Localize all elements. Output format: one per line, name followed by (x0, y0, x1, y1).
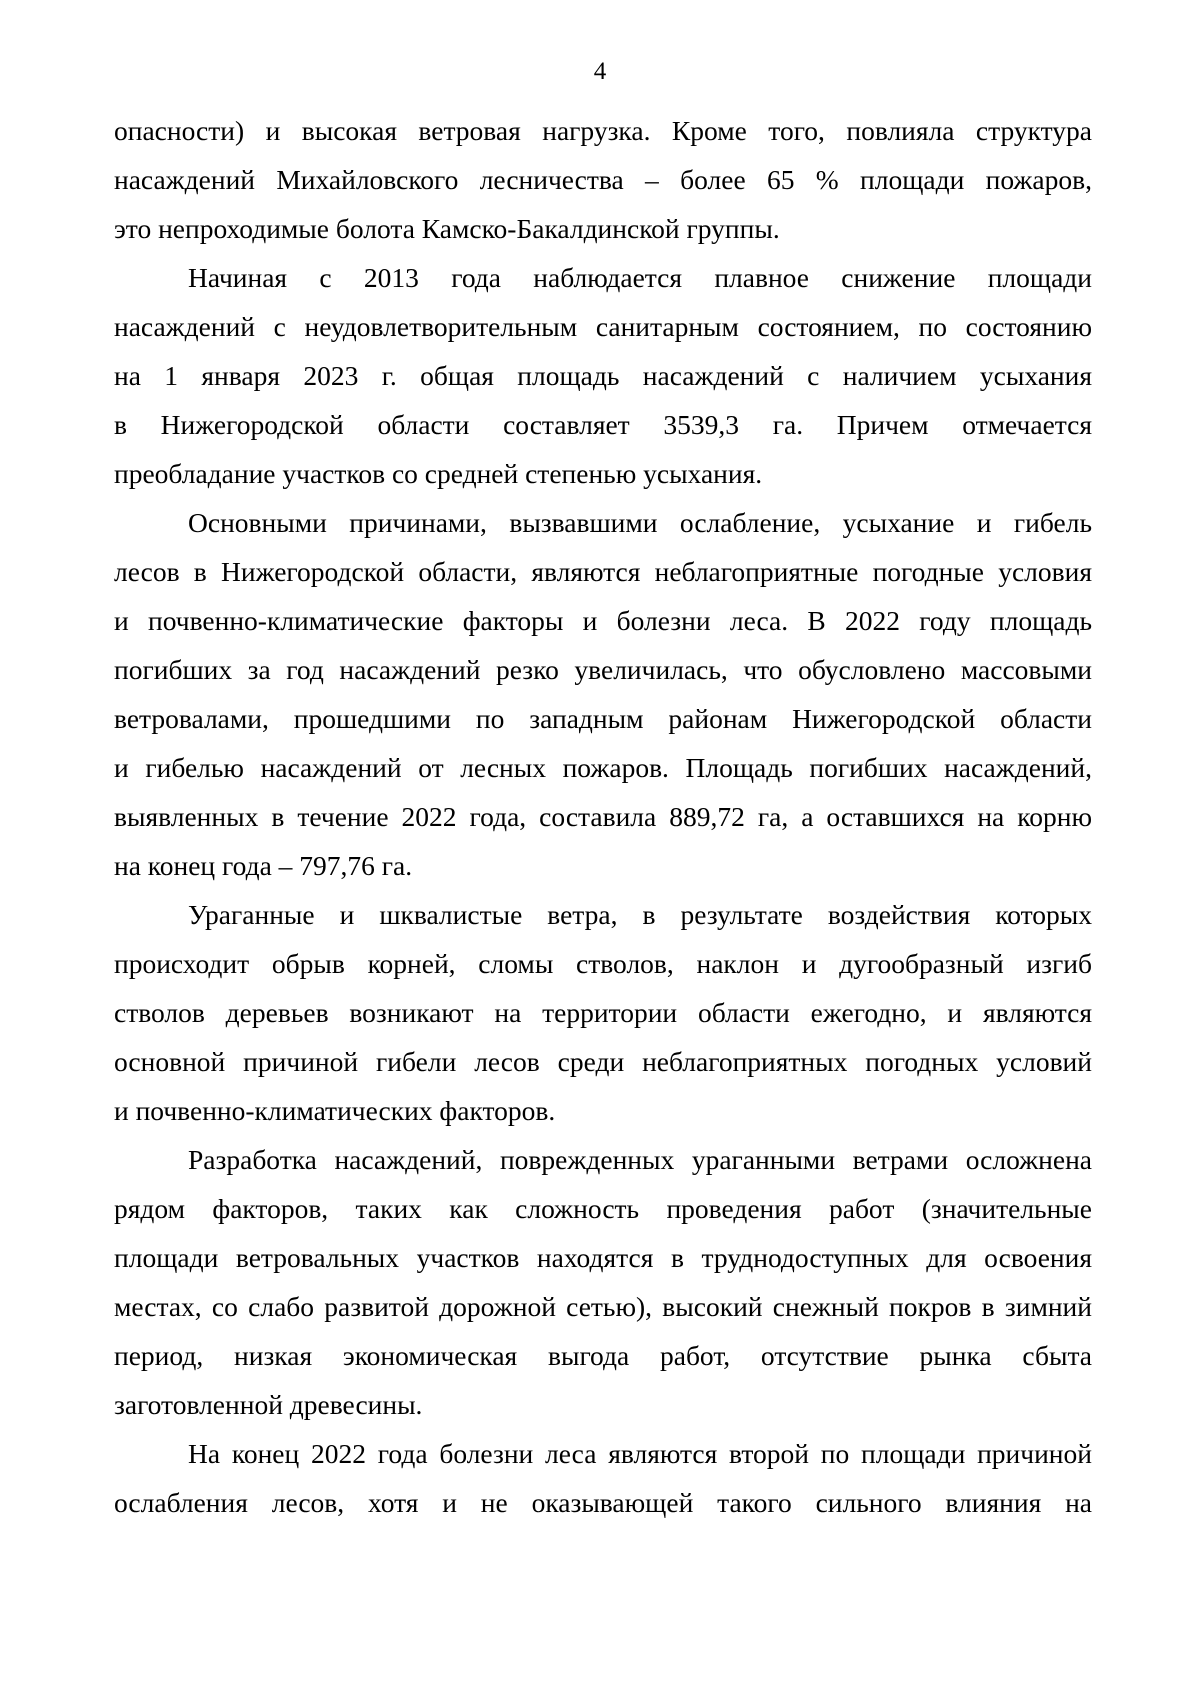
text-line: и почвенно-климатические факторы и болезни леса. В 2022 году площадь (114, 605, 1092, 636)
text-line: Ураганные и шквалистые ветра, в результате воздействия которых (188, 899, 1092, 930)
text-line: Начиная с 2013 года наблюдается плавное снижение площади (188, 262, 1092, 293)
text-line: преобладание участков со средней степенью усыхания. (114, 458, 763, 489)
paragraph (114, 1135, 1092, 1429)
paragraph (114, 1429, 1092, 1527)
paragraph (114, 253, 1092, 498)
text-line: и гибелью насаждений от лесных пожаров. Площадь погибших насаждений, (114, 752, 1092, 783)
page-number: 4 (593, 58, 607, 85)
text-line: на конец года – 797,76 га. (114, 850, 413, 881)
paragraph (114, 498, 1092, 890)
paragraph (114, 106, 1092, 253)
text-line: лесов в Нижегородской области, являются неблагоприятные погодные условия (114, 556, 1092, 587)
paragraph (114, 890, 1092, 1135)
text-line: Основными причинами, вызвавшими ослабление, усыхание и гибель (188, 507, 1092, 538)
text-line: опасности) и высокая ветровая нагрузка. Кроме того, повлияла структура (114, 115, 1092, 146)
text-line: это непроходимые болота Камско-Бакалдинской группы. (114, 213, 780, 244)
text-line: Разработка насаждений, поврежденных ураганными ветрами осложнена (188, 1144, 1092, 1175)
text-line: погибших за год насаждений резко увеличилась, что обусловлено массовыми (114, 654, 1092, 685)
text-line: насаждений с неудовлетворительным санитарным состоянием, по состоянию (114, 311, 1092, 342)
text-line: насаждений Михайловского лесничества – более 65 % площади пожаров, (114, 164, 1092, 195)
text-line: в Нижегородской области составляет 3539,3 га. Причем отмечается (114, 409, 1092, 440)
text-line: выявленных в течение 2022 года, составила 889,72 га, а оставшихся на корню (114, 801, 1092, 832)
text-line: заготовленной древесины. (114, 1389, 423, 1420)
text-line: ветровалами, прошедшими по западным районам Нижегородской области (114, 703, 1092, 734)
document-body (114, 106, 1092, 1527)
text-line: и почвенно-климатических факторов. (114, 1095, 556, 1126)
text-line: на 1 января 2023 г. общая площадь насаждений с наличием усыхания (114, 360, 1092, 391)
text-line: основной причиной гибели лесов среди неблагоприятных погодных условий (114, 1046, 1092, 1077)
text-line: площади ветровальных участков находятся в труднодоступных для освоения (114, 1242, 1092, 1273)
text-line: стволов деревьев возникают на территории области ежегодно, и являются (114, 997, 1092, 1028)
text-line: На конец 2022 года болезни леса являются второй по площади причиной (188, 1438, 1092, 1469)
text-line: период, низкая экономическая выгода работ, отсутствие рынка сбыта (114, 1340, 1092, 1371)
text-line: происходит обрыв корней, сломы стволов, наклон и дугообразный изгиб (114, 948, 1092, 979)
text-line: местах, со слабо развитой дорожной сетью), высокий снежный покров в зимний (114, 1291, 1092, 1322)
text-line: ослабления лесов, хотя и не оказывающей такого сильного влияния на (114, 1487, 1092, 1518)
text-line: рядом факторов, таких как сложность проведения работ (значительные (114, 1193, 1092, 1224)
